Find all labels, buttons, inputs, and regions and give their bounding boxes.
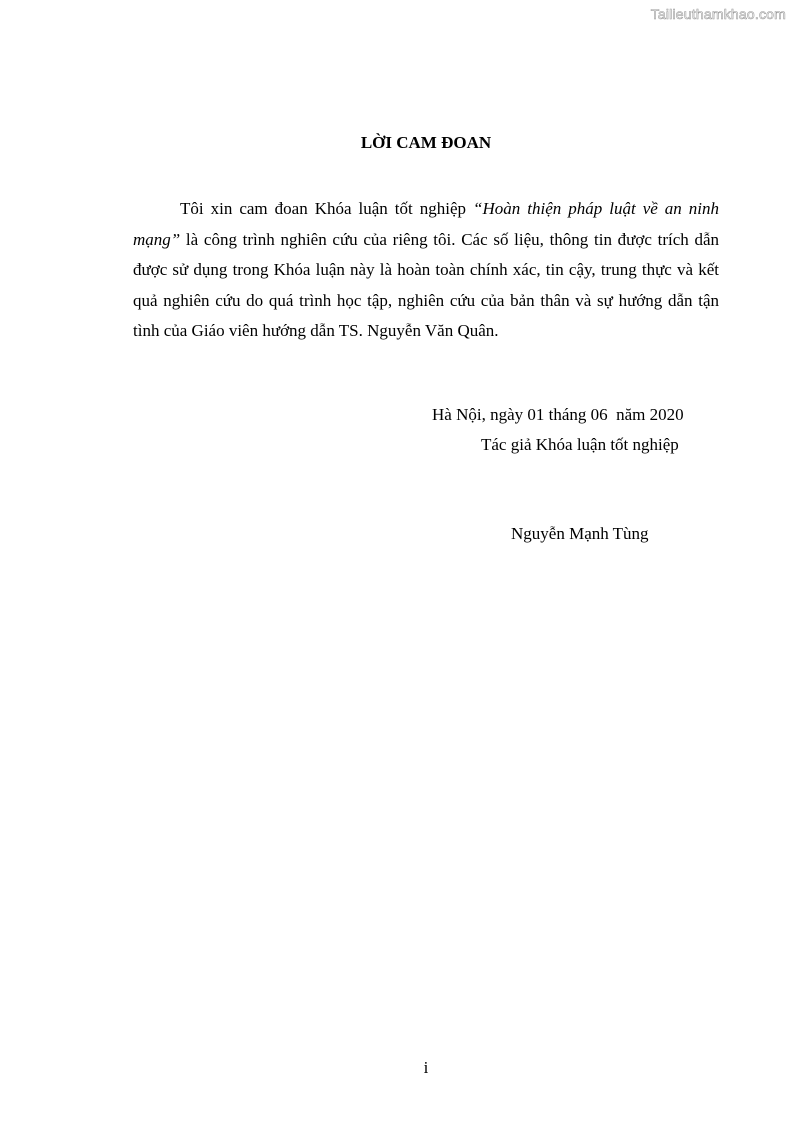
watermark-text: Tailieuthamkhao.com xyxy=(650,6,786,22)
paragraph-rest: là công trình nghiên cứu của riêng tôi. Các số liệu, thông tin được trích dẫn được sử dụng trong Khóa luận này là hoàn toàn chính xác, tin cậy, trung thực và kết quả nghiên cứu do quá trình học tập, nghiên cứu của bản thân và sự hướng dẫn tận tình của Giáo viên hướng dẫn TS. Nguyễn Văn Quân. xyxy=(133,229,719,341)
page-title: LỜI CAM ĐOAN xyxy=(360,133,492,152)
author-name: Nguyễn Mạnh Tùng xyxy=(511,524,649,543)
author-role: Tác giả Khóa luận tốt nghiệp xyxy=(481,435,679,454)
thesis-title-quote: “Hoàn thiện pháp luật về an ninh mạng” xyxy=(133,199,720,249)
page-number: i xyxy=(423,1058,429,1077)
paragraph-lead: Tôi xin cam đoan Khóa luận tốt nghiệp xyxy=(180,199,474,218)
declaration-paragraph xyxy=(133,194,719,347)
place-date: Hà Nội, ngày 01 tháng 06 năm 2020 xyxy=(432,405,684,424)
